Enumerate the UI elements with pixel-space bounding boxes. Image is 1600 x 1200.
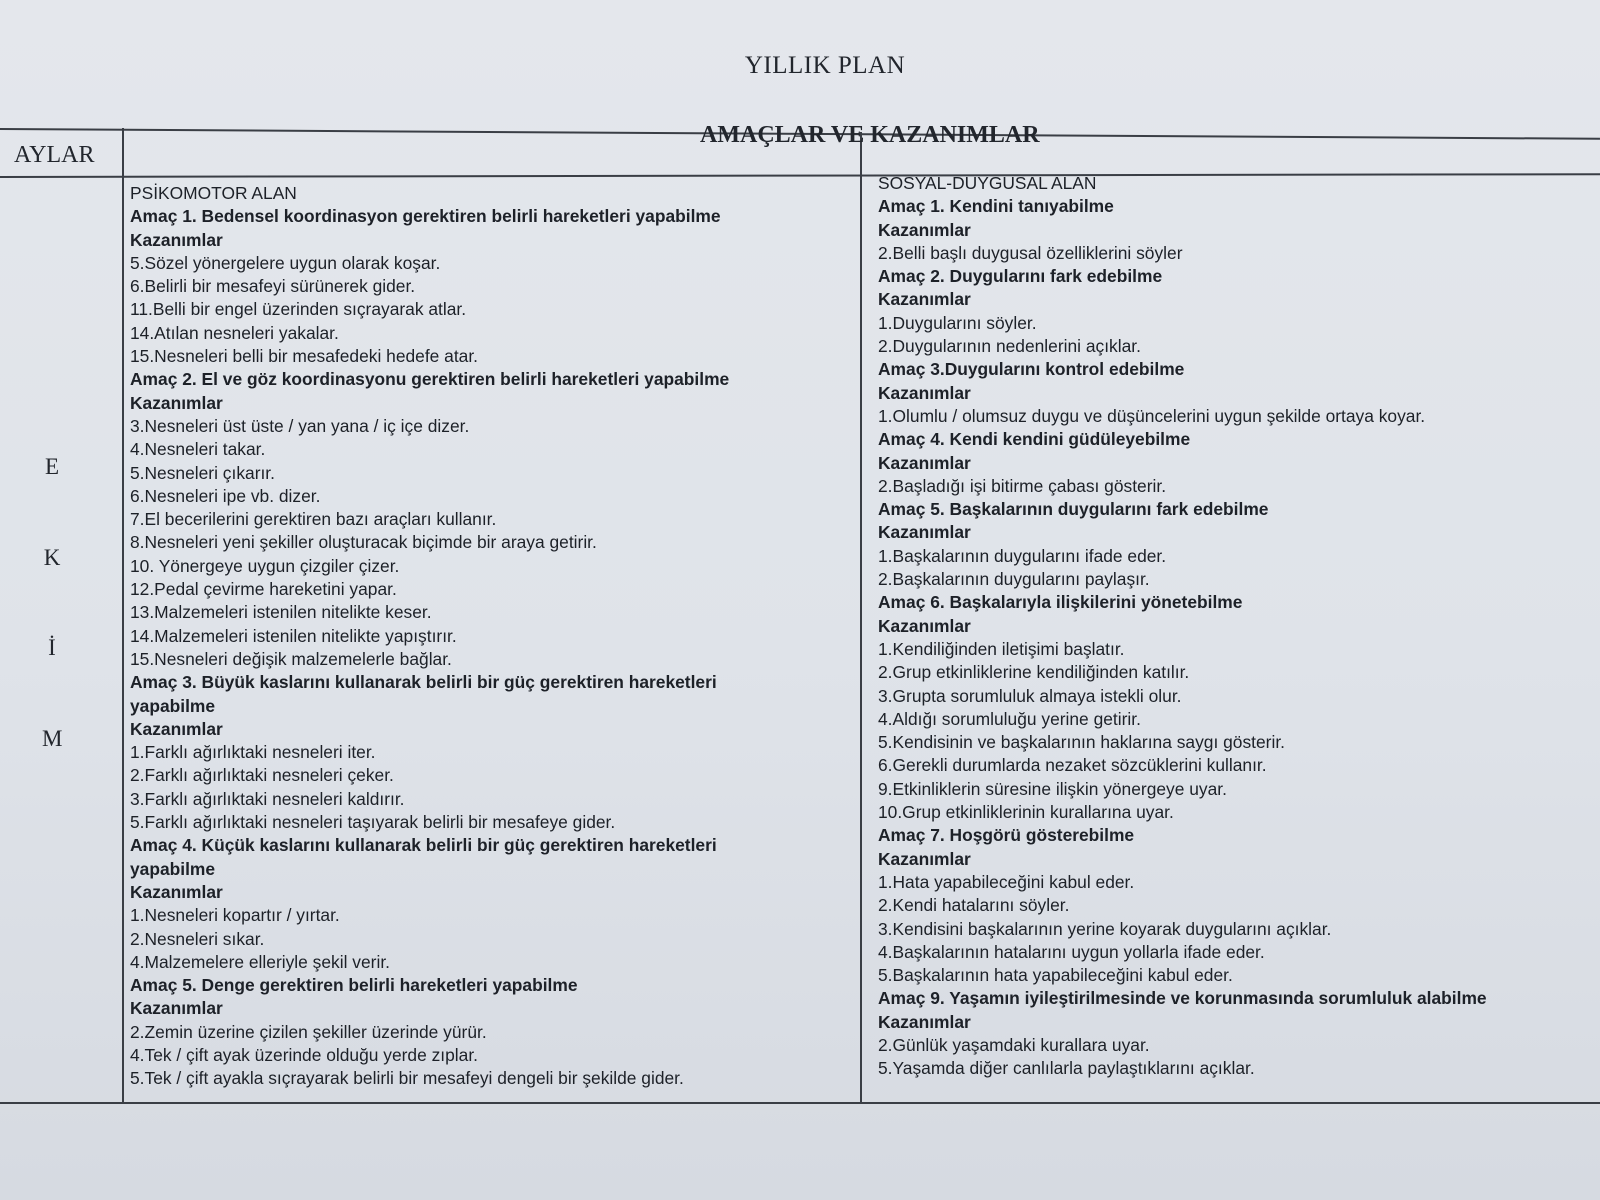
section-heading: Amaç 1. Kendini tanıyabilme	[878, 196, 1114, 217]
section-heading: Amaç 9. Yaşamın iyileştirilmesinde ve korunmasında sorumluluk alabilme	[878, 988, 1487, 1009]
social-emotional-column	[878, 172, 1590, 1081]
goal-heading: Amaç 1. Bedensel koordinasyon gerektiren belirli hareketleri yapabilme	[130, 206, 721, 227]
outcome-item: 2.Başladığı işi bitirme çabası gösterir.	[878, 475, 1167, 496]
section-heading: Amaç 7. Hoşgörü gösterebilme	[878, 825, 1135, 846]
month-letter: K	[43, 545, 61, 570]
outcome-item: 4.Tek / çift ayak üzerinde olduğu yerde zıplar.	[130, 1044, 479, 1065]
outcome-item: 10. Yönergeye uygun çizgiler çizer.	[130, 555, 400, 576]
outcome-item: 2.Kendi hatalarını söyler.	[878, 895, 1070, 916]
outcome-item: 4.Aldığı sorumluluğu yerine getirir.	[878, 708, 1141, 729]
outcome-item: 6.Nesneleri ipe vb. dizer.	[130, 485, 321, 506]
outcome-item: 1.Başkalarının duygularını ifade eder.	[878, 545, 1167, 566]
outcome-item: 2.Farklı ağırlıktaki nesneleri çeker.	[130, 765, 394, 786]
outcome-item: 12.Pedal çevirme hareketini yapar.	[130, 579, 397, 600]
social-emotional-lines	[878, 195, 1590, 1080]
section-heading: Kazanımlar	[130, 881, 223, 902]
section-heading: Amaç 6. Başkalarıyla ilişkilerini yönetebilme	[878, 592, 1243, 613]
section-heading: Kazanımlar	[878, 452, 971, 473]
outcome-item: 15.Nesneleri belli bir mesafedeki hedefe atar.	[130, 346, 479, 367]
outcome-item: 7.El becerilerini gerektiren bazı araçları kullanır.	[130, 509, 497, 530]
section-heading: Kazanımlar	[878, 522, 971, 543]
table-bottom-rule	[0, 1102, 1600, 1104]
outcome-item: 1.Duygularını söyler.	[878, 312, 1037, 333]
section-heading: Kazanımlar	[878, 615, 971, 636]
section-heading: Kazanımlar	[878, 219, 971, 240]
outcome-item: 1.Hata yapabileceğini kabul eder.	[878, 871, 1135, 892]
section-heading: Kazanımlar	[878, 1011, 971, 1032]
document-title: YILLIK PLAN	[744, 52, 906, 79]
outcome-item: 3.Kendisini başkalarının yerine koyarak duygularını açıklar.	[878, 918, 1332, 939]
section-heading: Amaç 3.Duygularını kontrol edebilme	[878, 359, 1185, 380]
area-title: PSİKOMOTOR ALAN	[130, 183, 297, 203]
area-title: SOSYAL-DUYGUSAL ALAN	[878, 173, 1097, 193]
outcome-item: 15.Nesneleri değişik malzemelerle bağlar.	[130, 648, 452, 669]
column-divider-goals	[860, 132, 862, 1104]
outcome-item: 14.Atılan nesneleri yakalar.	[130, 322, 339, 343]
psychomotor-lines	[130, 205, 858, 1090]
outcome-item: 1.Olumlu / olumsuz duygu ve düşüncelerini uygun şekilde ortaya koyar.	[878, 405, 1426, 426]
section-heading: Kazanımlar	[130, 229, 223, 250]
outcome-item: 13.Malzemeleri istenilen nitelikte keser.	[130, 602, 432, 623]
plan-table	[0, 122, 1600, 1112]
outcome-item: 11.Belli bir engel üzerinden sıçrayarak atlar.	[130, 299, 467, 320]
section-heading: Kazanımlar	[878, 382, 971, 403]
outcome-item: 5.Sözel yönergelere uygun olarak koşar.	[130, 252, 441, 273]
section-heading: Amaç 5. Başkalarının duygularını fark edebilme	[878, 499, 1269, 520]
outcome-item: 6.Belirli bir mesafeyi sürünerek gider.	[130, 276, 416, 297]
outcome-item: 6.Gerekli durumlarda nezaket sözcüklerini kullanır.	[878, 755, 1267, 776]
outcome-item: 3.Farklı ağırlıktaki nesneleri kaldırır.	[130, 788, 405, 809]
outcome-item: 4.Malzemelere elleriyle şekil verir.	[130, 951, 390, 972]
outcome-item: 2.Duygularının nedenlerini açıklar.	[878, 336, 1141, 357]
months-column-header: AYLAR	[14, 142, 95, 168]
section-heading: Kazanımlar	[130, 718, 223, 739]
section-heading: Amaç 5. Denge gerektiren belirli hareketleri yapabilme	[130, 975, 578, 996]
section-heading: yapabilme	[130, 858, 216, 879]
outcome-item: 2.Başkalarının duygularını paylaşır.	[878, 569, 1150, 590]
section-heading: Kazanımlar	[878, 289, 971, 310]
outcome-item: 1.Farklı ağırlıktaki nesneleri iter.	[130, 742, 376, 763]
section-heading: Amaç 2. Duygularını fark edebilme	[878, 266, 1163, 287]
outcome-item: 1.Nesneleri kopartır / yırtar.	[130, 905, 340, 926]
outcome-item: 3.Nesneleri üst üste / yan yana / iç içe dizer.	[130, 415, 470, 436]
outcome-item: 2.Günlük yaşamdaki kurallara uyar.	[878, 1034, 1150, 1055]
outcome-item: 4.Başkalarının hatalarını uygun yollarla ifade eder.	[878, 941, 1265, 962]
section-heading: Kazanımlar	[878, 848, 971, 869]
outcome-item: 5.Tek / çift ayakla sıçrayarak belirli bir mesafeyi dengeli bir şekilde gider.	[130, 1068, 684, 1089]
outcome-item: 2.Nesneleri sıkar.	[130, 928, 265, 949]
goals-column-header: AMAÇLAR VE KAZANIMLAR	[700, 122, 1040, 148]
outcome-item: 5.Kendisinin ve başkalarının haklarına saygı gösterir.	[878, 732, 1285, 753]
month-letter: İ	[48, 635, 56, 660]
outcome-item: 9.Etkinliklerin süresine ilişkin yönergeye uyar.	[878, 778, 1227, 799]
goal-heading: Amaç 4. Küçük kaslarını kullanarak belirli bir güç gerektiren hareketleri	[130, 835, 717, 856]
outcome-item: 5.Nesneleri çıkarır.	[130, 462, 275, 483]
goal-heading: Amaç 2. El ve göz koordinasyonu gerektiren belirli hareketleri yapabilme	[130, 369, 730, 390]
psychomotor-column	[130, 182, 858, 1091]
outcome-item: 5.Başkalarının hata yapabileceğini kabul eder.	[878, 965, 1233, 986]
outcome-item: 2.Belli başlı duygusal özelliklerini söyler	[878, 242, 1183, 263]
outcome-item: 14.Malzemeleri istenilen nitelikte yapıştırır.	[130, 625, 457, 646]
column-divider-months	[122, 128, 124, 1104]
section-heading: yapabilme	[130, 695, 216, 716]
section-heading: Kazanımlar	[130, 998, 223, 1019]
month-letter: E	[44, 454, 60, 479]
month-letter: M	[42, 726, 63, 751]
outcome-item: 10.Grup etkinliklerinin kurallarına uyar.	[878, 802, 1174, 823]
outcome-item: 2.Grup etkinliklerine kendiliğinden katılır.	[878, 662, 1190, 683]
outcome-item: 5.Yaşamda diğer canlılarla paylaştıklarını açıklar.	[878, 1058, 1255, 1079]
section-heading: Amaç 4. Kendi kendini güdüleyebilme	[878, 429, 1191, 450]
outcome-item: 4.Nesneleri takar.	[130, 439, 266, 460]
outcome-item: 2.Zemin üzerine çizilen şekiller üzerinde yürür.	[130, 1021, 487, 1042]
outcome-item: 1.Kendiliğinden iletişimi başlatır.	[878, 638, 1125, 659]
outcome-item: 5.Farklı ağırlıktaki nesneleri taşıyarak belirli bir mesafeye gider.	[130, 812, 616, 833]
section-heading: Kazanımlar	[130, 392, 223, 413]
outcome-item: 8.Nesneleri yeni şekiller oluşturacak biçimde bir araya getirir.	[130, 532, 597, 553]
goal-heading: Amaç 3. Büyük kaslarını kullanarak belirli bir güç gerektiren hareketleri	[130, 672, 717, 693]
outcome-item: 3.Grupta sorumluluk almaya istekli olur.	[878, 685, 1182, 706]
